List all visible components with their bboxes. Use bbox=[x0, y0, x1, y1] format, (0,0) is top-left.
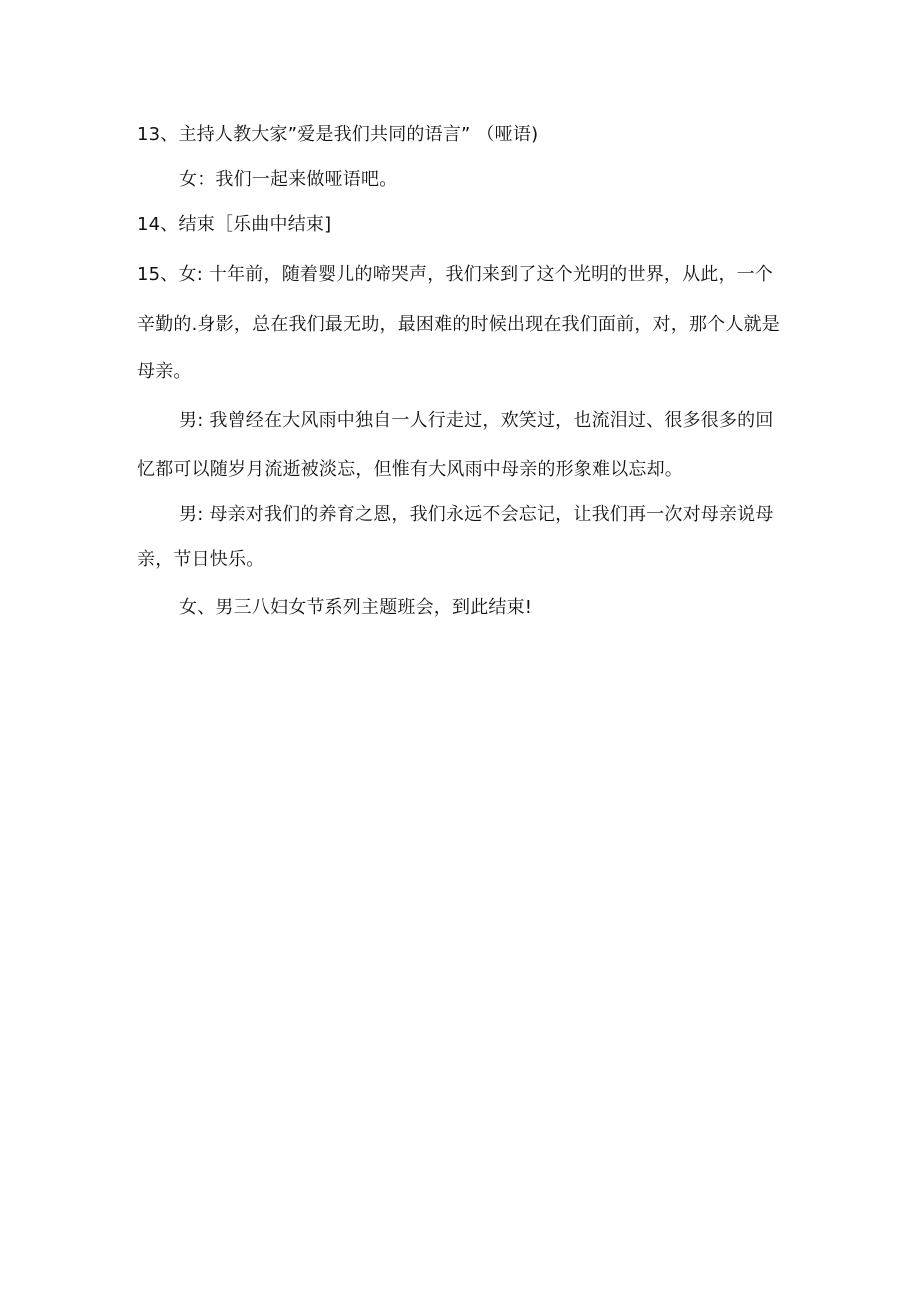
male-paragraph-2-line-2: 亲，节日快乐。 bbox=[137, 549, 265, 570]
item-15-line-1: 15、女: 十年前，随着婴儿的啼哭声，我们来到了这个光明的世界，从此，一个 bbox=[137, 264, 774, 285]
male-paragraph-1-line-1: 男: 我曾经在大风雨中独自一人行走过，欢笑过，也流泪过、很多很多的回 bbox=[179, 410, 774, 431]
item-13-line: 13、主持人教大家”爱是我们共同的语言” （哑语) bbox=[137, 124, 539, 145]
male-paragraph-1-line-2: 忆都可以随岁月流逝被淡忘，但惟有大风雨中母亲的形象难以忘却。 bbox=[137, 459, 683, 480]
closing-line: 女、男三八妇女节系列主题班会，到此结束! bbox=[179, 597, 533, 618]
item-13-female-line: 女：我们一起来做哑语吧。 bbox=[179, 169, 398, 190]
item-15-line-3: 母亲。 bbox=[137, 361, 192, 382]
item-14-line: 14、结束［乐曲中结束] bbox=[137, 214, 332, 235]
item-15-line-2: 辛勤的.身影，总在我们最无助，最困难的时候出现在我们面前，对，那个人就是 bbox=[137, 314, 780, 335]
male-paragraph-2-line-1: 男: 母亲对我们的养育之恩，我们永远不会忘记，让我们再一次对母亲说母 bbox=[179, 504, 774, 525]
